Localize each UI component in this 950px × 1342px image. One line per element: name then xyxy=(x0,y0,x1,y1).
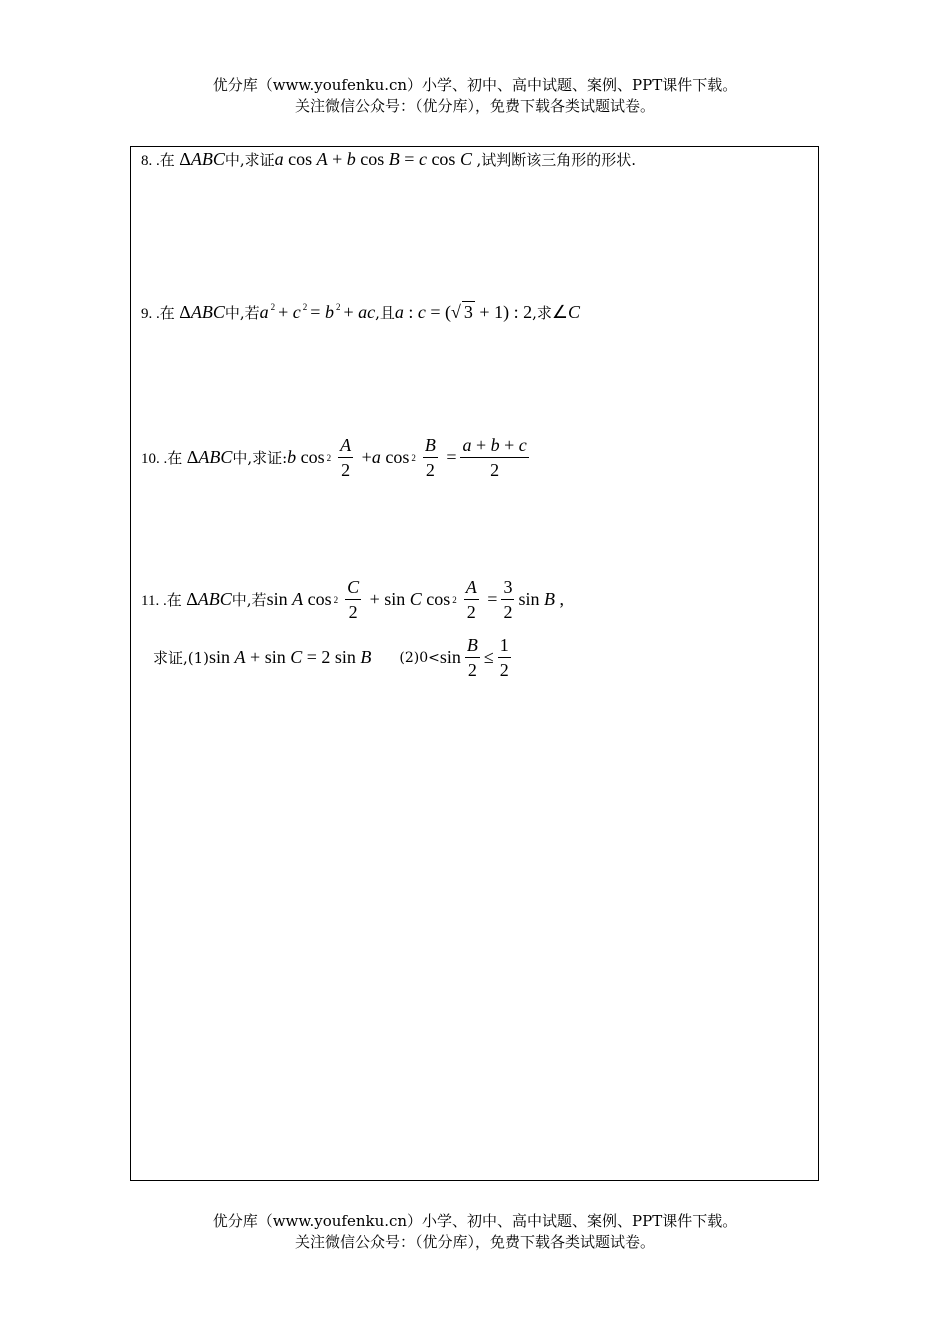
question-frame xyxy=(130,146,819,1181)
triangle-abc: ΔABC xyxy=(181,589,232,609)
question-9-number: 9. .在 xyxy=(141,305,175,322)
header-banner xyxy=(0,75,950,117)
question-11-prove-label: 求证,(1) xyxy=(153,649,210,667)
question-8-text: 中,求证 xyxy=(224,151,275,169)
triangle-abc: ΔABC xyxy=(174,149,225,169)
question-11-formula: sin A cos 2 $\frac{C}{2}$ + sin C cos 2 $\frac{A}{2}$ = $\frac{3}{2}$ sin B , xyxy=(266,577,564,622)
header-line-2: 关注微信公众号：（优分库），免费下载各类试题试卷。 xyxy=(294,97,655,115)
question-8-tail: ,试判断该三角形的形状. xyxy=(476,151,636,169)
question-9-and: ,且 xyxy=(375,303,395,322)
question-11-part-2-label: (2)0< xyxy=(399,649,440,666)
question-11 xyxy=(141,577,564,622)
question-11-proof xyxy=(153,635,515,680)
footer-banner xyxy=(0,1211,950,1253)
question-9-condition-2: a : c = (√ 3 + 1) : 2 xyxy=(394,302,533,322)
question-10 xyxy=(141,435,533,480)
footer-line-1: 优分库（www.youfenku.cn）小学、初中、高中试题、案例、PPT课件下载。 xyxy=(212,1212,738,1230)
question-8-number: 8. .在 xyxy=(141,153,175,169)
question-11-text: 中,若 xyxy=(231,591,267,609)
question-11-part-1: sin A + sin C = 2 sin B xyxy=(209,647,372,667)
question-8 xyxy=(141,149,636,170)
angle-c: ∠C xyxy=(551,301,581,322)
question-8-formula: a cos A + b cos B = c cos C xyxy=(274,149,472,169)
question-10-number: 10. .在 xyxy=(141,451,183,467)
question-9-ask: ,求 xyxy=(532,303,552,322)
question-11-number: 11. .在 xyxy=(141,593,182,609)
triangle-abc: ΔABC xyxy=(182,447,233,467)
question-9-condition-1: a $^2$ + c $^2$ = b $^2$ + ac xyxy=(259,301,376,322)
question-10-formula: b cos 2 $\frac{A}{2}$ + a cos 2 $\frac{B}{2}$ = $\frac{a + b + c}{2}$ xyxy=(287,435,527,480)
question-11-part-2: sin $\frac{B}{2}$ ≤ $\frac{1}{2}$ xyxy=(439,635,509,680)
question-9-text: 中,若 xyxy=(224,303,260,322)
footer-line-2: 关注微信公众号：（优分库），免费下载各类试题试卷。 xyxy=(294,1233,655,1251)
question-9 xyxy=(141,301,580,323)
header-line-1: 优分库（www.youfenku.cn）小学、初中、高中试题、案例、PPT课件下载。 xyxy=(212,76,738,94)
question-10-text: 中,求证: xyxy=(232,449,288,467)
triangle-abc: ΔABC xyxy=(174,301,225,322)
